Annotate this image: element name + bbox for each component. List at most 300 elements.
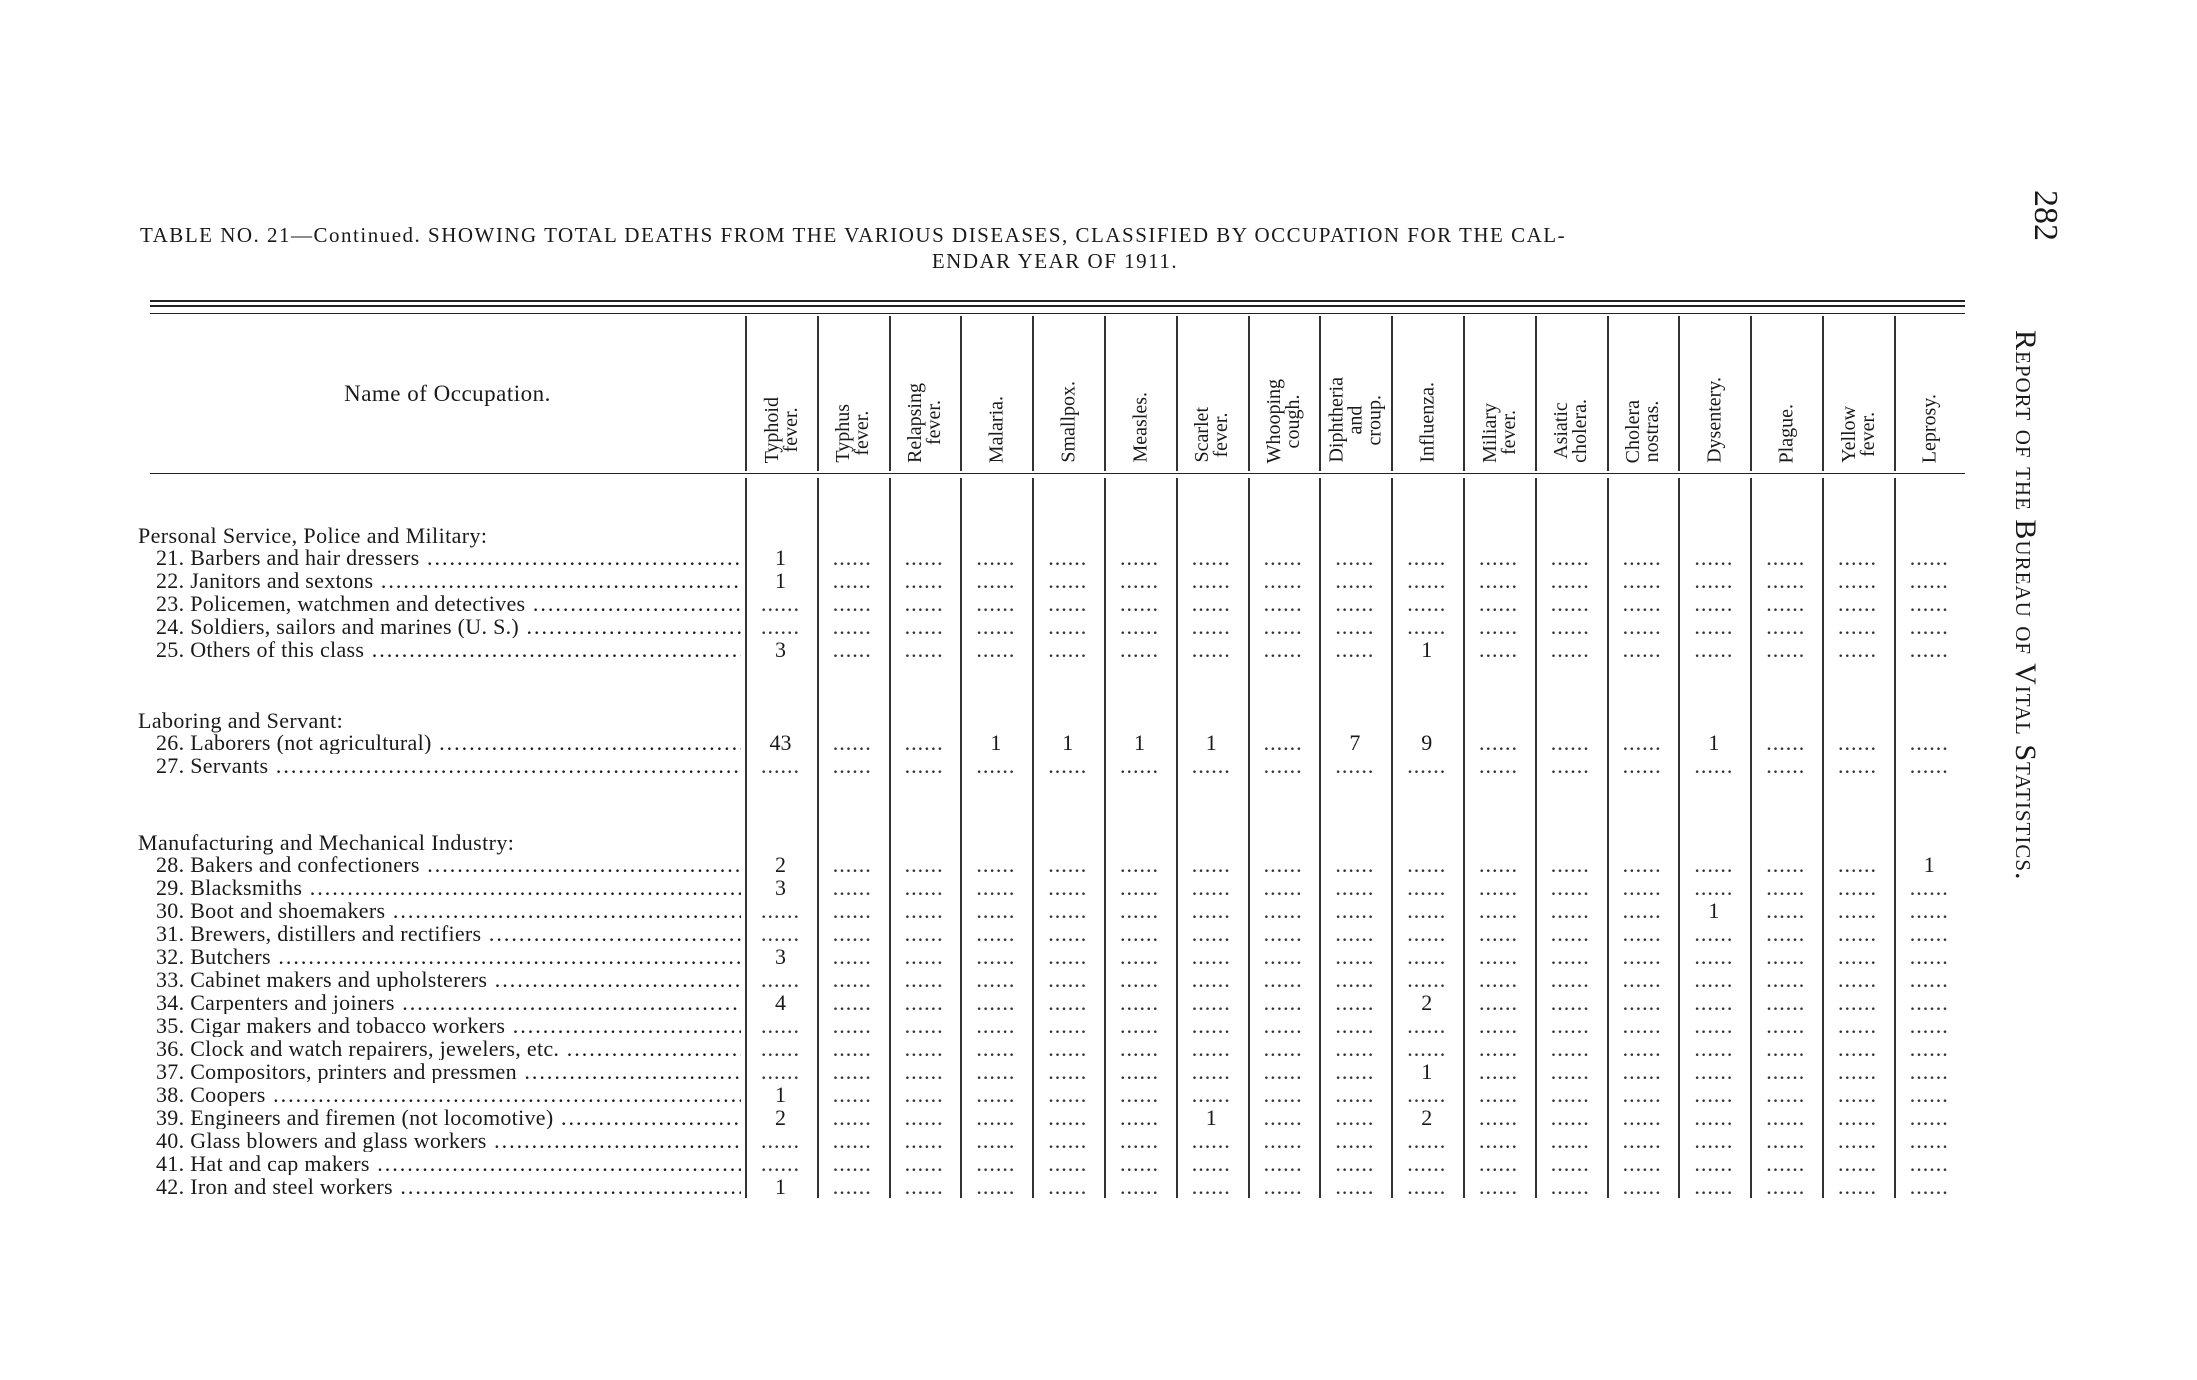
table-cell: [1607, 1014, 1678, 1037]
table-title-line-2: ENDAR YEAR OF 1911.: [931, 249, 1179, 273]
table-cell: [1750, 945, 1821, 968]
table-cell: [889, 991, 960, 1014]
table-cell: 2: [1421, 1105, 1433, 1130]
table-cell: [745, 1014, 816, 1037]
table-cell: [1319, 1175, 1390, 1198]
table-cell: [960, 592, 1031, 615]
table-cell: [1894, 1083, 1965, 1106]
table-cell: [1535, 638, 1606, 661]
section-heading: Manufacturing and Mechanical Industry:: [138, 830, 515, 855]
table-cell: [1391, 546, 1462, 569]
table-cell: [1535, 1175, 1606, 1198]
table-cell: [1678, 945, 1749, 968]
table-cell: [889, 1175, 960, 1198]
table-cell: [1607, 1060, 1678, 1083]
table-cell: [1894, 1152, 1965, 1175]
table-cell: [1391, 1129, 1462, 1152]
occupation-name: 38. Coopers .....: [156, 1083, 741, 1106]
table-cell: [889, 731, 960, 754]
table-cell: [817, 876, 888, 899]
table-cell: [1176, 899, 1247, 922]
table-cell: [1535, 991, 1606, 1014]
table-cell: [1463, 968, 1534, 991]
table-cell: [1319, 1152, 1390, 1175]
table-cell: [1822, 1037, 1893, 1060]
table-cell: [1678, 569, 1749, 592]
table-cell: [745, 968, 816, 991]
table-cell: [1104, 569, 1175, 592]
table-cell: [1104, 899, 1175, 922]
table-cell: [889, 1060, 960, 1083]
table-cell: [1104, 754, 1175, 777]
table-cell: 3: [775, 637, 786, 662]
table-cell: [1463, 1175, 1534, 1198]
table-cell: [1894, 754, 1965, 777]
table-cell: [1822, 1014, 1893, 1037]
table-cell: [817, 853, 888, 876]
table-row: [150, 1175, 1965, 1198]
table-cell: 43: [769, 730, 792, 755]
table-cell: [1032, 991, 1103, 1014]
table-cell: [1750, 853, 1821, 876]
column-header: [1104, 316, 1175, 471]
table-cell: [1750, 638, 1821, 661]
table-cell: [1750, 569, 1821, 592]
column-header-label: Scarlet fever.: [1191, 407, 1233, 463]
section-heading: Personal Service, Police and Military:: [138, 523, 488, 548]
table-cell: [1535, 1129, 1606, 1152]
table-cell: [817, 569, 888, 592]
table-row: [150, 899, 1965, 922]
table-cell: [1104, 876, 1175, 899]
table-cell: [889, 1129, 960, 1152]
table-cell: [1176, 1037, 1247, 1060]
table-row: [150, 991, 1965, 1014]
table-row: [150, 1152, 1965, 1175]
column-header-label: Relapsing fever.: [904, 383, 946, 463]
table-row: [150, 592, 1965, 615]
table-cell: [1750, 1106, 1821, 1129]
table-cell: [1535, 1106, 1606, 1129]
table-cell: [1535, 1152, 1606, 1175]
table-cell: [1822, 754, 1893, 777]
table-row: [150, 546, 1965, 569]
table-row: [150, 569, 1965, 592]
column-header: [1319, 316, 1390, 471]
table-cell: 2: [1421, 990, 1433, 1015]
table-cell: [1104, 991, 1175, 1014]
table-cell: [960, 1175, 1031, 1198]
table-row: [150, 968, 1965, 991]
table-cell: 7: [1349, 730, 1361, 755]
table-cell: [1822, 592, 1893, 615]
table-cell: 1: [775, 1174, 786, 1199]
table-cell: [745, 754, 816, 777]
table-cell: [1176, 592, 1247, 615]
occupation-name: 22. Janitors and sextons .....: [156, 569, 741, 592]
table-cell: [889, 546, 960, 569]
column-header: [960, 316, 1031, 471]
table-cell: [1822, 546, 1893, 569]
table-cell: [817, 922, 888, 945]
table-cell: [817, 945, 888, 968]
table-cell: [1319, 1129, 1390, 1152]
table-cell: [1822, 1106, 1893, 1129]
table-cell: [1248, 991, 1319, 1014]
occupation-name: 42. Iron and steel workers .....: [156, 1175, 741, 1198]
column-header: [745, 316, 816, 471]
table-cell: [817, 1060, 888, 1083]
table-cell: [1032, 638, 1103, 661]
occupation-name: 37. Compositors, printers and pressmen .....: [156, 1060, 741, 1083]
occupation-name: 32. Butchers .....: [156, 945, 741, 968]
table-cell: 1: [775, 1082, 786, 1107]
table-cell: [1894, 731, 1965, 754]
occupation-name: 30. Boot and shoemakers .....: [156, 899, 741, 922]
table-cell: [1391, 1083, 1462, 1106]
table-header: [150, 316, 1965, 471]
table-cell: [1607, 922, 1678, 945]
table-cell: [1104, 1152, 1175, 1175]
table-cell: [889, 899, 960, 922]
table-cell: [1248, 615, 1319, 638]
table-cell: [960, 876, 1031, 899]
table-cell: [1822, 991, 1893, 1014]
table-cell: 3: [775, 944, 786, 969]
column-header-label: Typhoid fever.: [760, 396, 802, 463]
table-cell: [1032, 899, 1103, 922]
table-cell: [1391, 1152, 1462, 1175]
table-cell: [1894, 638, 1965, 661]
table-cell: [1822, 569, 1893, 592]
table-cell: [1248, 1152, 1319, 1175]
column-header-label: Dysentery.: [1703, 377, 1726, 463]
table-cell: [1104, 922, 1175, 945]
occupation-name: 33. Cabinet makers and upholsterers .....: [156, 968, 741, 991]
table-title-line-1: TABLE NO. 21—Continued. SHOWING TOTAL DEATHS FROM THE VARIOUS DISEASES, CLASSIFIED BY OCCUPATION FOR THE CAL-: [140, 223, 1567, 247]
table-cell: [1104, 1037, 1175, 1060]
table-cell: [817, 1037, 888, 1060]
table-cell: [1822, 638, 1893, 661]
table-cell: [745, 1060, 816, 1083]
table-cell: [1463, 569, 1534, 592]
table-cell: [1894, 945, 1965, 968]
table-cell: [1463, 1129, 1534, 1152]
column-header-label: Asiatic cholera.: [1550, 399, 1592, 463]
table-cell: [1750, 991, 1821, 1014]
table-cell: [1176, 1014, 1247, 1037]
table-cell: [1607, 546, 1678, 569]
table-cell: 3: [775, 875, 786, 900]
table-row: [150, 922, 1965, 945]
table-cell: 1: [775, 545, 786, 570]
occupation-name: 24. Soldiers, sailors and marines (U. S.) .....: [156, 615, 741, 638]
table-cell: [1607, 731, 1678, 754]
table-title: [140, 222, 1970, 274]
table-cell: [1319, 991, 1390, 1014]
table-cell: [1248, 569, 1319, 592]
table-cell: [1894, 569, 1965, 592]
table-cell: [1678, 1175, 1749, 1198]
table-cell: [1535, 615, 1606, 638]
table-cell: [1822, 945, 1893, 968]
occupation-name: 39. Engineers and firemen (not locomotive) .....: [156, 1106, 741, 1129]
table-cell: 1: [1205, 730, 1217, 755]
table-cell: [960, 853, 1031, 876]
table-cell: [1391, 945, 1462, 968]
table-cell: [1319, 1037, 1390, 1060]
table-row: [150, 615, 1965, 638]
table-cell: [1032, 1014, 1103, 1037]
table-cell: [1607, 1106, 1678, 1129]
table-cell: 4: [775, 990, 786, 1015]
table-cell: [1463, 1106, 1534, 1129]
table-cell: [1607, 853, 1678, 876]
table-cell: [1032, 1060, 1103, 1083]
occupation-name: 40. Glass blowers and glass workers .....: [156, 1129, 741, 1152]
table-cell: [1822, 1175, 1893, 1198]
table-cell: [1463, 638, 1534, 661]
column-header: [1176, 316, 1247, 471]
table-cell: [1248, 1060, 1319, 1083]
table-cell: [1319, 569, 1390, 592]
table-cell: [1319, 922, 1390, 945]
table-row: [150, 1014, 1965, 1037]
table-cell: [1319, 945, 1390, 968]
table-cell: [1248, 968, 1319, 991]
table-cell: [1391, 754, 1462, 777]
table-cell: [1678, 991, 1749, 1014]
occupation-name: 31. Brewers, distillers and rectifiers .....: [156, 922, 741, 945]
table-cell: [1032, 569, 1103, 592]
table-cell: [1607, 615, 1678, 638]
table-cell: [1678, 638, 1749, 661]
table-cell: [889, 922, 960, 945]
table-cell: [1319, 899, 1390, 922]
table-cell: [1248, 1083, 1319, 1106]
table-cell: [1032, 1152, 1103, 1175]
table-cell: [1535, 1037, 1606, 1060]
column-header-label: Influenza.: [1416, 382, 1439, 463]
column-header-label: Typhus fever.: [832, 404, 874, 463]
table-cell: [1391, 1014, 1462, 1037]
column-header-label: Miliary fever.: [1478, 403, 1520, 463]
table-cell: 1: [990, 730, 1002, 755]
table-cell: [1607, 1037, 1678, 1060]
table-cell: [817, 1152, 888, 1175]
table-row: [150, 1106, 1965, 1129]
table-cell: [1463, 615, 1534, 638]
table-cell: 1: [1134, 730, 1145, 755]
table-cell: [1032, 615, 1103, 638]
table-cell: [960, 1060, 1031, 1083]
column-header-label: Malaria.: [985, 395, 1008, 463]
page-number: 282: [2027, 190, 2064, 241]
table-row: [150, 853, 1965, 876]
table-cell: [960, 968, 1031, 991]
table-cell: [960, 1152, 1031, 1175]
table-cell: [1319, 1106, 1390, 1129]
table-cell: [960, 1106, 1031, 1129]
table-cell: [1678, 1129, 1749, 1152]
occupation-name: 29. Blacksmiths .....: [156, 876, 741, 899]
table-cell: [1607, 1129, 1678, 1152]
table-cell: [1176, 1152, 1247, 1175]
table-cell: [745, 592, 816, 615]
table-cell: [1894, 615, 1965, 638]
table-cell: [1319, 615, 1390, 638]
table-cell: [1463, 754, 1534, 777]
table-cell: [1391, 922, 1462, 945]
table-cell: 9: [1421, 730, 1433, 755]
table-cell: [889, 876, 960, 899]
table-cell: [1463, 731, 1534, 754]
table-cell: [817, 968, 888, 991]
occupation-name: 26. Laborers (not agricultural) .....: [156, 731, 741, 754]
column-header: [1607, 316, 1678, 471]
table-cell: [745, 1129, 816, 1152]
top-rule-1: [150, 300, 1965, 302]
table-cell: [1750, 1083, 1821, 1106]
table-cell: [1750, 546, 1821, 569]
table-cell: [1463, 922, 1534, 945]
table-cell: [1678, 754, 1749, 777]
top-rule-3: [150, 313, 1965, 314]
column-header: [1750, 316, 1821, 471]
table-cell: [1535, 569, 1606, 592]
table-cell: [1607, 592, 1678, 615]
occupation-name: 25. Others of this class .....: [156, 638, 741, 661]
table-cell: [1463, 853, 1534, 876]
table-cell: [889, 945, 960, 968]
table-cell: [1463, 899, 1534, 922]
table-cell: [817, 731, 888, 754]
column-header-label: Plague.: [1775, 403, 1798, 463]
table-cell: [1894, 991, 1965, 1014]
table-cell: [1391, 1175, 1462, 1198]
occupation-name: 36. Clock and watch repairers, jewelers, etc. .....: [156, 1037, 741, 1060]
table-cell: [1894, 1129, 1965, 1152]
table-cell: [1032, 1037, 1103, 1060]
table-cell: [1678, 1106, 1749, 1129]
table-cell: [1176, 1060, 1247, 1083]
table-cell: [1535, 876, 1606, 899]
table-cell: 1: [1062, 730, 1074, 755]
table-cell: [1176, 876, 1247, 899]
column-header-label: Cholera nostras.: [1622, 399, 1664, 463]
occupation-name: 23. Policemen, watchmen and detectives .....: [156, 592, 741, 615]
table-cell: [1248, 1037, 1319, 1060]
table-cell: [1248, 754, 1319, 777]
table-cell: [1535, 1014, 1606, 1037]
table-cell: [1750, 754, 1821, 777]
table-cell: [889, 638, 960, 661]
column-header: [1822, 316, 1893, 471]
table-cell: [1535, 546, 1606, 569]
table-cell: [1750, 615, 1821, 638]
table-row: [150, 1060, 1965, 1083]
table-cell: [1822, 615, 1893, 638]
column-header: [1032, 316, 1103, 471]
table-cell: [745, 899, 816, 922]
table-cell: [1104, 968, 1175, 991]
table-cell: [1176, 922, 1247, 945]
table-cell: [1463, 945, 1534, 968]
table-cell: [889, 1083, 960, 1106]
table-cell: [960, 899, 1031, 922]
table-cell: [817, 638, 888, 661]
table-cell: [1463, 991, 1534, 1014]
table-cell: [1894, 1106, 1965, 1129]
table-cell: [1319, 968, 1390, 991]
table-cell: [1176, 1129, 1247, 1152]
table-cell: [1248, 899, 1319, 922]
table-cell: 1: [1421, 1059, 1433, 1084]
table-cell: [889, 1106, 960, 1129]
occupation-name: 21. Barbers and hair dressers .....: [156, 546, 741, 569]
table-cell: [1391, 899, 1462, 922]
table-cell: [1248, 922, 1319, 945]
table-cell: [1894, 1175, 1965, 1198]
table-cell: [889, 968, 960, 991]
table-cell: [1319, 876, 1390, 899]
table-cell: [1607, 991, 1678, 1014]
table-cell: [1822, 1083, 1893, 1106]
table-cell: [1607, 1175, 1678, 1198]
table-cell: [745, 1037, 816, 1060]
table-cell: [1678, 615, 1749, 638]
table-cell: [1032, 1129, 1103, 1152]
column-header: [1535, 316, 1606, 471]
table-row: [150, 731, 1965, 754]
table-cell: [1391, 876, 1462, 899]
table-cell: [1535, 754, 1606, 777]
table-cell: [817, 991, 888, 1014]
table-cell: [1463, 1060, 1534, 1083]
table-cell: [1678, 1083, 1749, 1106]
table-cell: [960, 1014, 1031, 1037]
table-cell: [1535, 899, 1606, 922]
table-cell: [1894, 1037, 1965, 1060]
table-cell: [817, 899, 888, 922]
table-cell: [1822, 1129, 1893, 1152]
table-cell: [889, 615, 960, 638]
table-row: [150, 876, 1965, 899]
table-cell: [1535, 592, 1606, 615]
column-header-label: Whooping cough.: [1263, 378, 1305, 463]
table-cell: 1: [1421, 637, 1433, 662]
table-row: [150, 1129, 1965, 1152]
occupation-name: 35. Cigar makers and tobacco workers .....: [156, 1014, 741, 1037]
section-heading: Laboring and Servant:: [138, 708, 344, 733]
table-cell: [1750, 1014, 1821, 1037]
table-cell: [1104, 1060, 1175, 1083]
table-cell: [1678, 592, 1749, 615]
table-cell: [1607, 638, 1678, 661]
occupation-name: 34. Carpenters and joiners .....: [156, 991, 741, 1014]
table-cell: [1391, 615, 1462, 638]
table-cell: [1535, 731, 1606, 754]
table-cell: [1535, 1083, 1606, 1106]
occupation-column-header: Name of Occupation.: [344, 380, 551, 406]
table-cell: [1607, 754, 1678, 777]
table-cell: [1607, 876, 1678, 899]
table-cell: [1750, 592, 1821, 615]
column-header: [817, 316, 888, 471]
table-cell: [1750, 922, 1821, 945]
table-cell: [1391, 569, 1462, 592]
table-cell: [1750, 1037, 1821, 1060]
